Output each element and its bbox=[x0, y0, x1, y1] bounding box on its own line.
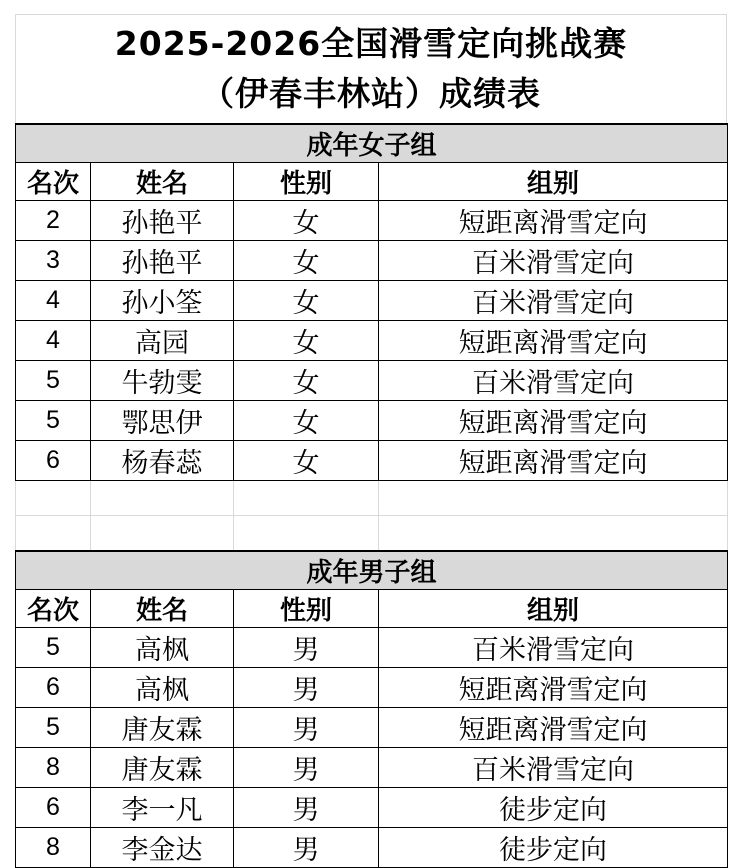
group-cell: 百米滑雪定向 bbox=[379, 241, 728, 281]
men-heading-cell: 成年男子组 bbox=[16, 551, 728, 590]
group-cell: 百米滑雪定向 bbox=[379, 748, 728, 788]
group-cell: 短距离滑雪定向 bbox=[379, 708, 728, 748]
rank-cell: 5 bbox=[16, 401, 91, 441]
rank-cell: 4 bbox=[16, 281, 91, 321]
name-cell: 高园 bbox=[91, 321, 234, 361]
women-column-headers bbox=[16, 163, 728, 201]
column-header-group: 组别 bbox=[379, 590, 728, 628]
blank-cell bbox=[234, 516, 379, 552]
gender-cell: 女 bbox=[234, 441, 379, 481]
table-row bbox=[16, 748, 728, 788]
gender-cell: 女 bbox=[234, 201, 379, 241]
rank-cell: 2 bbox=[16, 201, 91, 241]
name-cell: 鄂思伊 bbox=[91, 401, 234, 441]
table-row bbox=[16, 788, 728, 828]
blank-cell bbox=[234, 481, 379, 516]
group-cell: 短距离滑雪定向 bbox=[379, 668, 728, 708]
title-line-2: （伊春丰林站）成绩表 bbox=[201, 74, 541, 113]
gender-cell: 女 bbox=[234, 361, 379, 401]
blank-row bbox=[16, 481, 728, 516]
rank-cell: 4 bbox=[16, 321, 91, 361]
table-row bbox=[16, 828, 728, 868]
blank-cell bbox=[16, 516, 91, 552]
gender-cell: 男 bbox=[234, 788, 379, 828]
gender-cell: 女 bbox=[234, 241, 379, 281]
blank-row bbox=[16, 516, 728, 552]
name-cell: 李金达 bbox=[91, 828, 234, 868]
gender-cell: 男 bbox=[234, 628, 379, 668]
table-row bbox=[16, 361, 728, 401]
gender-cell: 男 bbox=[234, 748, 379, 788]
group-cell: 百米滑雪定向 bbox=[379, 628, 728, 668]
column-header-name: 姓名 bbox=[91, 590, 234, 628]
rank-cell: 3 bbox=[16, 241, 91, 281]
table-row bbox=[16, 321, 728, 361]
group-cell: 徒步定向 bbox=[379, 828, 728, 868]
name-cell: 杨春蕊 bbox=[91, 441, 234, 481]
name-cell: 牛勃雯 bbox=[91, 361, 234, 401]
name-cell: 孙小筌 bbox=[91, 281, 234, 321]
group-cell: 百米滑雪定向 bbox=[379, 281, 728, 321]
name-cell: 孙艳平 bbox=[91, 201, 234, 241]
sheet-title bbox=[15, 14, 727, 123]
table-row bbox=[16, 241, 728, 281]
results-sheet bbox=[15, 14, 727, 866]
group-cell: 短距离滑雪定向 bbox=[379, 201, 728, 241]
blank-cell bbox=[379, 481, 728, 516]
rank-cell: 8 bbox=[16, 828, 91, 868]
column-header-gender: 性别 bbox=[234, 163, 379, 201]
blank-cell bbox=[16, 481, 91, 516]
name-cell: 孙艳平 bbox=[91, 241, 234, 281]
rank-cell: 6 bbox=[16, 668, 91, 708]
table-row bbox=[16, 668, 728, 708]
rank-cell: 6 bbox=[16, 788, 91, 828]
table-row bbox=[16, 708, 728, 748]
blank-cell bbox=[91, 481, 234, 516]
rank-cell: 5 bbox=[16, 361, 91, 401]
name-cell: 高枫 bbox=[91, 628, 234, 668]
blank-cell bbox=[379, 516, 728, 552]
table-row bbox=[16, 281, 728, 321]
name-cell: 唐友霖 bbox=[91, 708, 234, 748]
women-section-heading bbox=[16, 124, 728, 163]
title-line-1: 2025-2026全国滑雪定向挑战赛 bbox=[114, 24, 628, 63]
men-column-headers bbox=[16, 590, 728, 628]
name-cell: 李一凡 bbox=[91, 788, 234, 828]
table-row bbox=[16, 201, 728, 241]
blank-cell bbox=[91, 516, 234, 552]
rank-cell: 5 bbox=[16, 708, 91, 748]
table-row bbox=[16, 401, 728, 441]
column-header-group: 组别 bbox=[379, 163, 728, 201]
column-header-rank: 名次 bbox=[16, 590, 91, 628]
group-cell: 徒步定向 bbox=[379, 788, 728, 828]
table-row bbox=[16, 628, 728, 668]
group-cell: 短距离滑雪定向 bbox=[379, 441, 728, 481]
rank-cell: 6 bbox=[16, 441, 91, 481]
gender-cell: 男 bbox=[234, 668, 379, 708]
gender-cell: 男 bbox=[234, 708, 379, 748]
group-cell: 短距离滑雪定向 bbox=[379, 321, 728, 361]
gender-cell: 女 bbox=[234, 281, 379, 321]
column-header-rank: 名次 bbox=[16, 163, 91, 201]
gender-cell: 女 bbox=[234, 401, 379, 441]
rank-cell: 5 bbox=[16, 628, 91, 668]
group-cell: 短距离滑雪定向 bbox=[379, 401, 728, 441]
men-section-heading bbox=[16, 551, 728, 590]
table-row bbox=[16, 441, 728, 481]
column-header-name: 姓名 bbox=[91, 163, 234, 201]
women-heading-cell: 成年女子组 bbox=[16, 124, 728, 163]
results-table bbox=[15, 123, 728, 868]
column-header-gender: 性别 bbox=[234, 590, 379, 628]
gender-cell: 男 bbox=[234, 828, 379, 868]
gender-cell: 女 bbox=[234, 321, 379, 361]
name-cell: 高枫 bbox=[91, 668, 234, 708]
rank-cell: 8 bbox=[16, 748, 91, 788]
group-cell: 百米滑雪定向 bbox=[379, 361, 728, 401]
name-cell: 唐友霖 bbox=[91, 748, 234, 788]
